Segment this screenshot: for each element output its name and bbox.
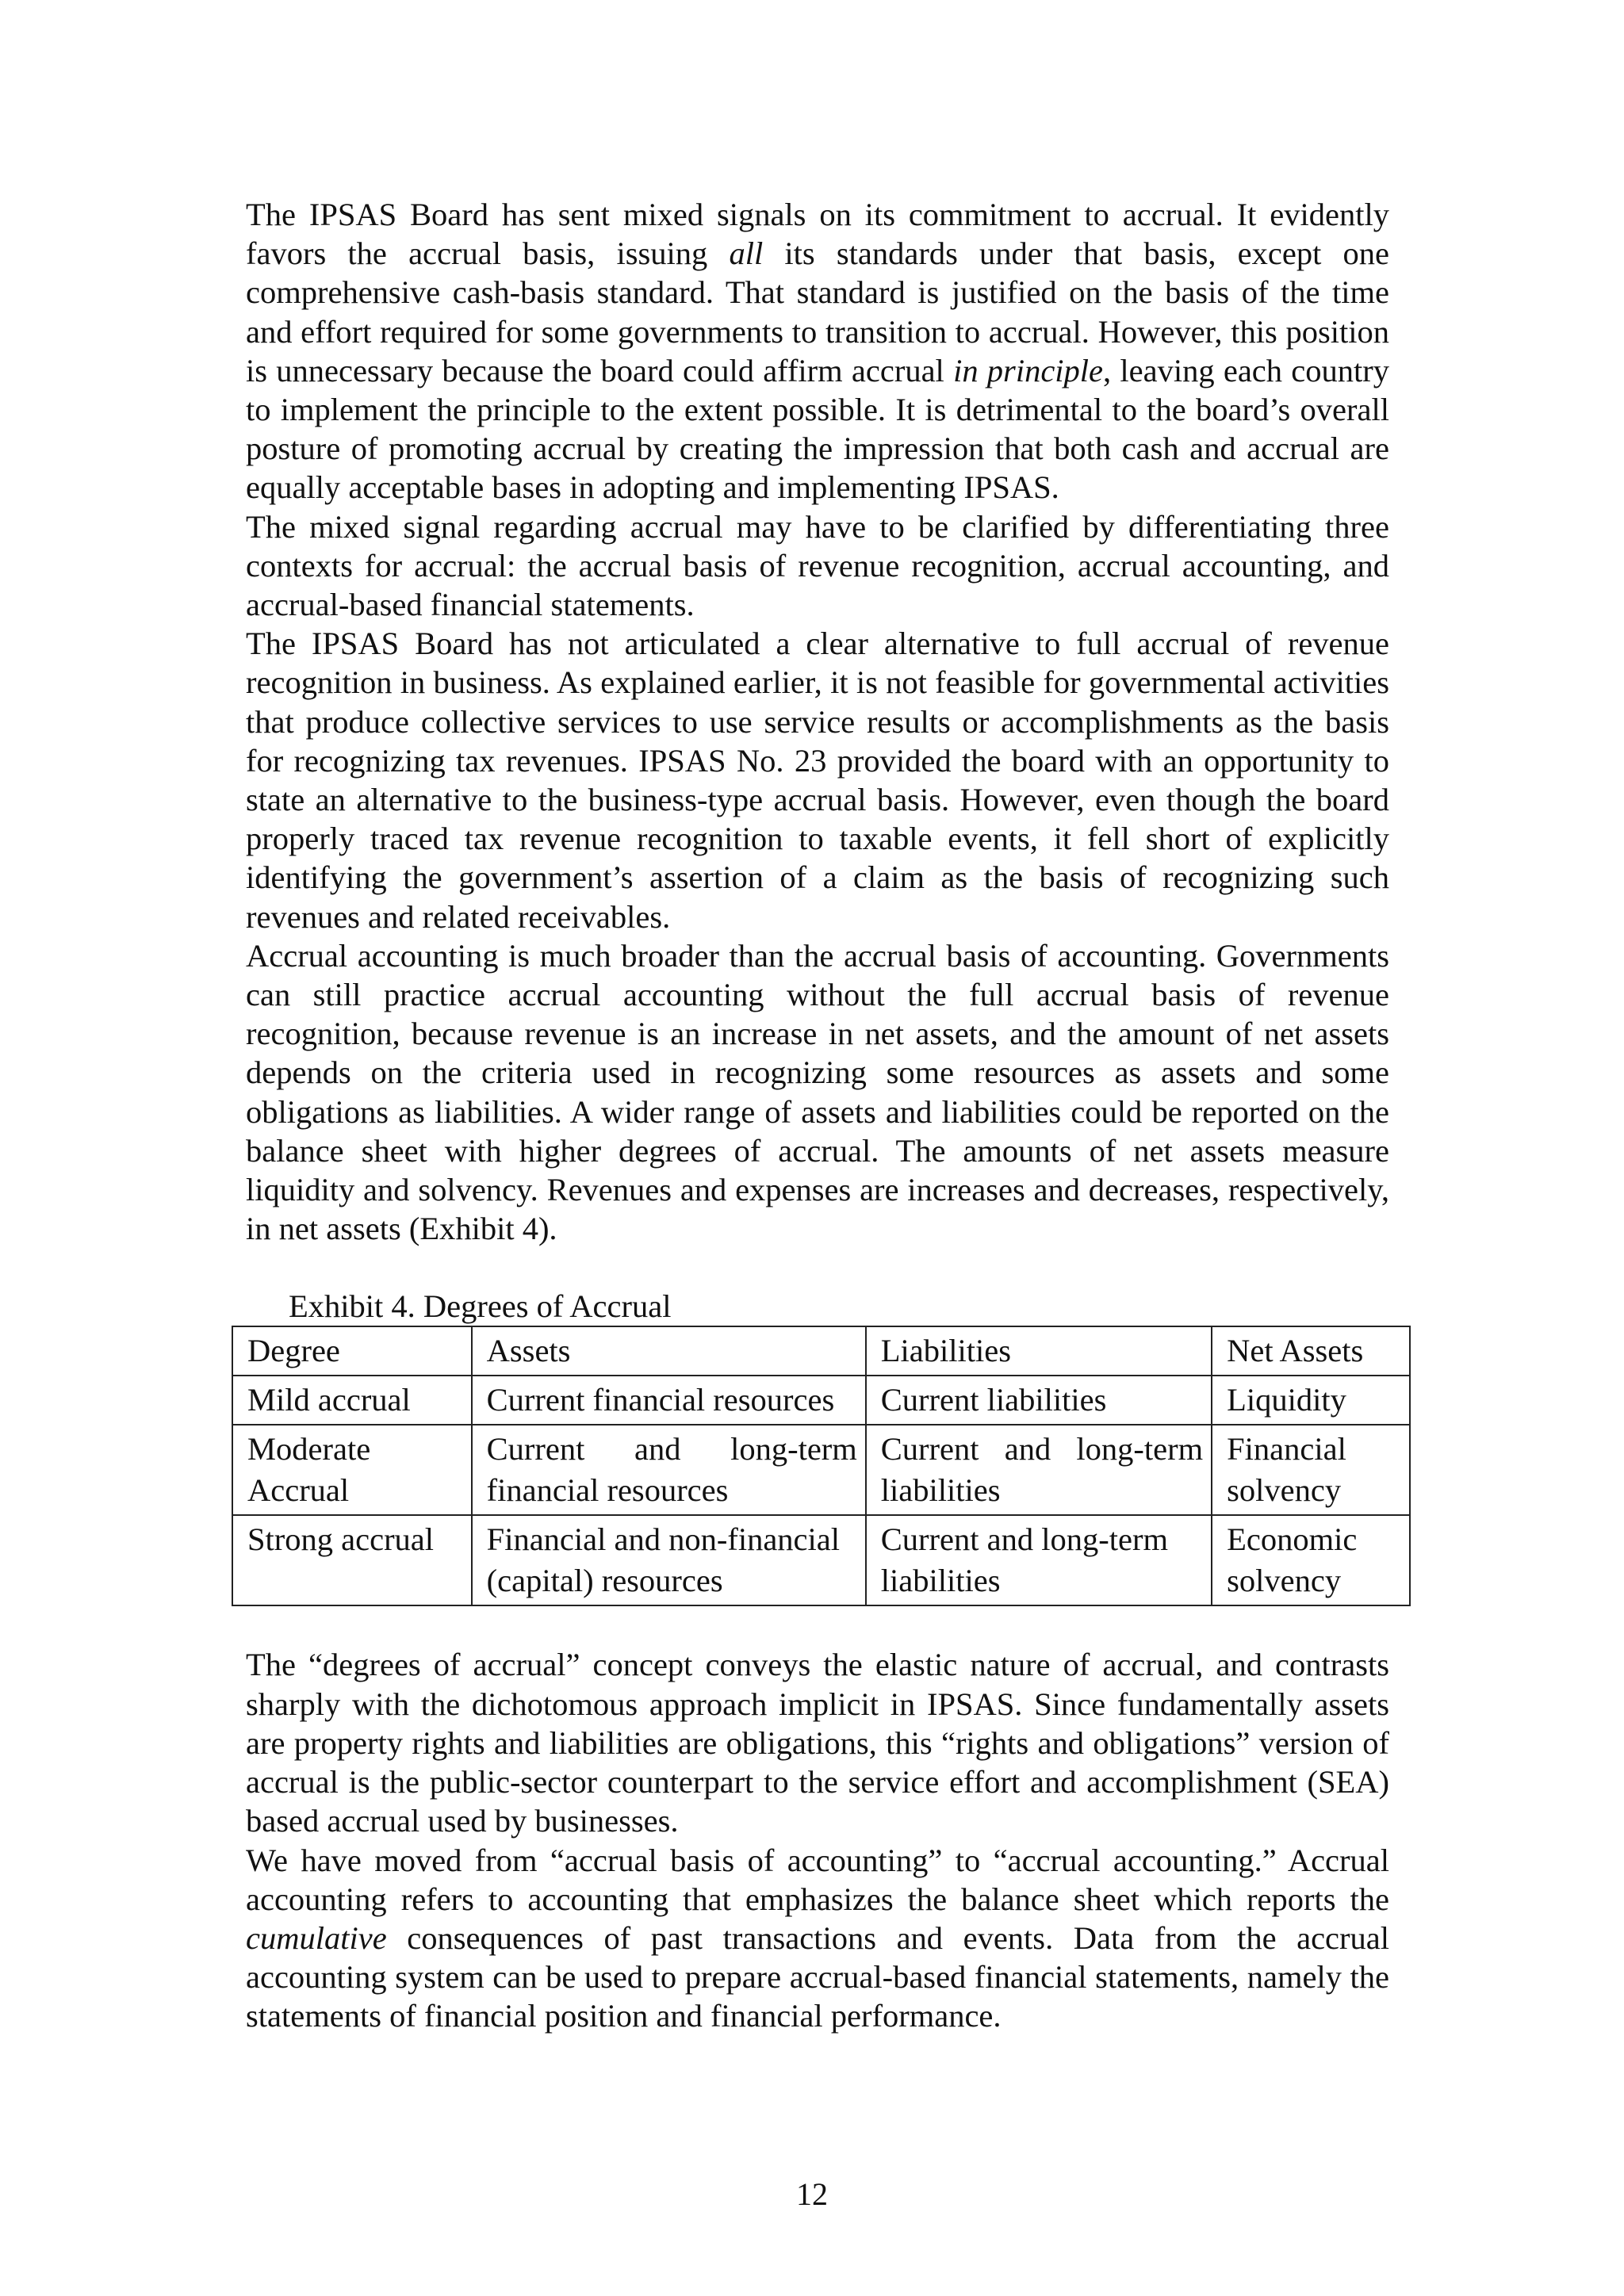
table-row	[232, 1376, 1410, 1425]
paragraph-mixed-signals	[246, 195, 1389, 507]
table-row	[232, 1425, 1410, 1515]
text-run-italic: cumulative	[246, 1919, 387, 1956]
table-cell: Economic solvency	[1212, 1515, 1410, 1605]
paragraph-accrual-basis-to-accounting	[246, 1841, 1389, 2036]
table-cell: Strong accrual	[232, 1515, 472, 1605]
text-run: consequences of past transactions and events. Data from the accrual accounting system can be used to prepare accrual-based financial statements, namely the statements of financial position and financial performance.	[246, 1919, 1389, 2034]
text-run-italic: in principle	[953, 352, 1104, 388]
paragraph-accrual-accounting	[246, 936, 1389, 1249]
table-cell: Current financial resources	[472, 1376, 866, 1425]
paragraph-three-contexts	[246, 507, 1389, 625]
table-cell: Mild accrual	[232, 1376, 472, 1425]
page-number: 12	[796, 2176, 828, 2212]
table-cell: Liquidity	[1212, 1376, 1410, 1425]
text-run: Accrual accounting is much broader than the accrual basis of accounting. Governments can still practice accrual accounting without the full accrual basis of revenue recognition, because revenue is an increase in net assets, and the amount of net assets depends on the criteria used in recognizing some resources as assets and some obligations as liabilities. A wider range of assets and liabilities could be reported on the balance sheet with higher degrees of accrual. The amounts of net assets measure liquidity and solvency. Revenues and expenses are increases and decreases, respectively, in net assets (Exhibit 4).	[246, 937, 1389, 1247]
paragraph-revenue-recognition	[246, 624, 1389, 936]
paragraph-degrees-concept	[246, 1645, 1389, 1840]
table-header-cell: Degree	[232, 1326, 472, 1376]
table-cell: Financial and non-financial (capital) resources	[472, 1515, 866, 1605]
table-header-cell: Assets	[472, 1326, 866, 1376]
text-run: We have moved from “accrual basis of accounting” to “accrual accounting.” Accrual accounting refers to accounting that emphasizes the balance sheet which reports the	[246, 1842, 1389, 1917]
text-run: The mixed signal regarding accrual may have to be clarified by differentiating three contexts for accrual: the accrual basis of revenue recognition, accrual accounting, and accrual-based financial statements.	[246, 508, 1389, 623]
text-run: , leaving each country to implement the principle to the extent possible. It is detrimental to the board’s overall posture of promoting accrual by creating the impression that both cash and accrual are equally acceptable bases in adopting and implementing IPSAS.	[246, 352, 1389, 506]
text-run: The IPSAS Board has not articulated a clear alternative to full accrual of revenue recognition in business. As explained earlier, it is not feasible for governmental activities that produce collective services to use service results or accomplishments as the basis for recognizing tax revenues. IPSAS No. 23 provided the board with an opportunity to state an alternative to the business-type accrual basis. However, even though the board properly traced tax revenue recognition to taxable events, it fell short of explicitly identifying the government’s assertion of a claim as the basis of recognizing such revenues and related receivables.	[246, 626, 1389, 935]
text-run: The “degrees of accrual” concept conveys the elastic nature of accrual, and contrasts sharply with the dichotomous approach implicit in IPSAS. Since fundamentally assets are property rights and liabilities are obligations, this “rights and obligations” version of accrual is the public-sector counterpart to the service effort and accomplishment (SEA) based accrual used by businesses.	[246, 1647, 1389, 1839]
table-cell: Current and long-term liabilities	[866, 1425, 1212, 1515]
table-header-cell: Net Assets	[1212, 1326, 1410, 1376]
table-row	[232, 1515, 1410, 1605]
text-run: its standards under that basis, except one comprehensive cash-basis standard. That standard is justified on the basis of the time and effort required for some governments to transition to accrual. However, this position is unnecessary because the board could affirm accrual	[246, 235, 1390, 388]
table-cell: Current liabilities	[866, 1376, 1212, 1425]
table-cell: Current and long-term liabilities	[866, 1515, 1212, 1605]
table-header-row	[232, 1326, 1410, 1376]
text-run-italic: all	[729, 235, 764, 272]
table-header-cell: Liabilities	[866, 1326, 1212, 1376]
table-cell: Moderate Accrual	[232, 1425, 472, 1515]
text-run: The IPSAS Board has sent mixed signals on its commitment to accrual. It evidently favors the accrual basis, issuing	[246, 197, 1389, 272]
degrees-of-accrual-table	[232, 1326, 1411, 1606]
table-cell: Financial solvency	[1212, 1425, 1410, 1515]
table-cell: Current and long-term financial resources	[472, 1425, 866, 1515]
page-body	[246, 195, 1389, 2036]
exhibit-caption: Exhibit 4. Degrees of Accrual	[289, 1288, 672, 1325]
